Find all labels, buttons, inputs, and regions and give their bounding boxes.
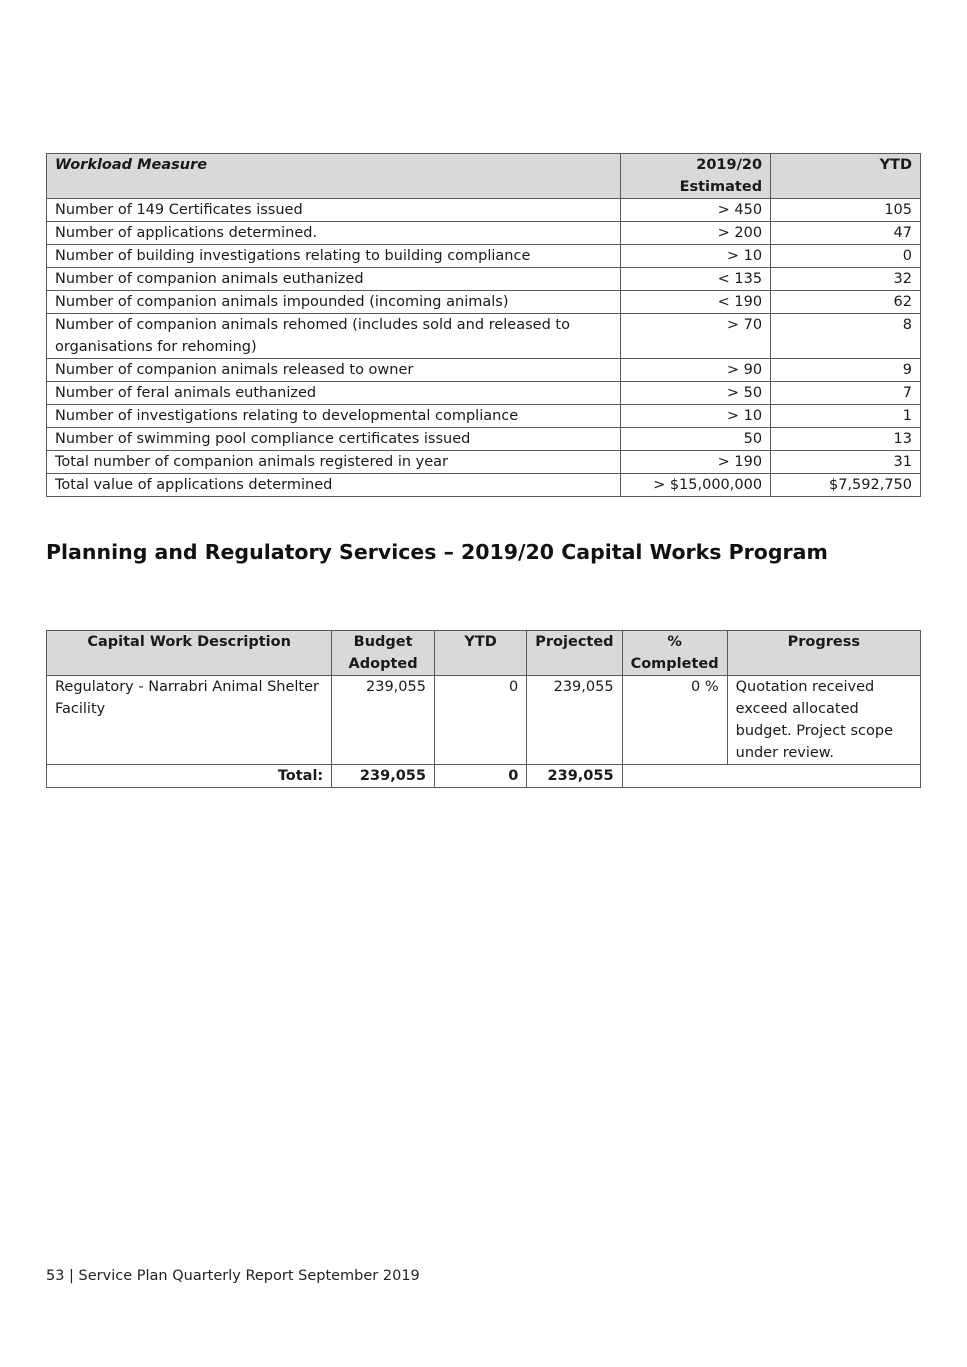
- cell-ytd: 105: [771, 199, 921, 222]
- header-estimated: 2019/20 Estimated: [621, 154, 771, 199]
- cell-measure: Number of investigations relating to developmental compliance: [47, 405, 621, 428]
- table-row: [47, 405, 921, 428]
- total-empty-cell: [622, 765, 920, 788]
- cell-ytd: 13: [771, 428, 921, 451]
- table-row: [47, 291, 921, 314]
- table-row: [47, 451, 921, 474]
- cell-ytd: 31: [771, 451, 921, 474]
- cell-estimated: > 450: [621, 199, 771, 222]
- cell-measure: Number of building investigations relating to building compliance: [47, 245, 621, 268]
- cell-estimated: < 135: [621, 268, 771, 291]
- table-row: [47, 359, 921, 382]
- cell-projected: 239,055: [527, 676, 622, 765]
- table-row: [47, 428, 921, 451]
- cell-estimated: > 10: [621, 245, 771, 268]
- cell-estimated: > 10: [621, 405, 771, 428]
- cell-measure: Number of applications determined.: [47, 222, 621, 245]
- total-label: Total:: [47, 765, 332, 788]
- cell-ytd: 62: [771, 291, 921, 314]
- cell-estimated: > $15,000,000: [621, 474, 771, 497]
- cell-budget: 239,055: [332, 676, 435, 765]
- section-heading: Planning and Regulatory Services – 2019/20 Capital Works Program: [46, 540, 828, 564]
- cell-measure: Number of companion animals euthanized: [47, 268, 621, 291]
- cell-measure: Number of feral animals euthanized: [47, 382, 621, 405]
- header-workload-measure: Workload Measure: [47, 154, 621, 199]
- table-row: [47, 314, 921, 359]
- cell-ytd: 7: [771, 382, 921, 405]
- header-description: Capital Work Description: [47, 631, 332, 676]
- header-budget-adopted: Budget Adopted: [332, 631, 435, 676]
- header-percent-completed: % Completed: [622, 631, 727, 676]
- cell-estimated: > 200: [621, 222, 771, 245]
- cell-ytd: 9: [771, 359, 921, 382]
- cell-measure: Number of companion animals impounded (incoming animals): [47, 291, 621, 314]
- cell-percent-completed: 0 %: [622, 676, 727, 765]
- cell-estimated: > 70: [621, 314, 771, 359]
- table-row: [47, 222, 921, 245]
- cell-estimated: > 190: [621, 451, 771, 474]
- cell-estimated: < 190: [621, 291, 771, 314]
- table-row: [47, 199, 921, 222]
- cell-progress: Quotation received exceed allocated budget. Project scope under review.: [727, 676, 920, 765]
- total-row: [47, 765, 921, 788]
- cell-measure: Number of 149 Certificates issued: [47, 199, 621, 222]
- table-header-row: [47, 631, 921, 676]
- total-projected: 239,055: [527, 765, 622, 788]
- cell-description: Regulatory - Narrabri Animal Shelter Facility: [47, 676, 332, 765]
- cell-measure: Number of companion animals released to owner: [47, 359, 621, 382]
- cell-measure: Total value of applications determined: [47, 474, 621, 497]
- cell-ytd: $7,592,750: [771, 474, 921, 497]
- workload-measure-table: [46, 153, 921, 497]
- capital-works-table: [46, 630, 921, 788]
- cell-ytd: 0: [771, 245, 921, 268]
- table-row: [47, 268, 921, 291]
- table-row: [47, 245, 921, 268]
- page-footer: 53 | Service Plan Quarterly Report September 2019: [46, 1268, 420, 1284]
- table-row: [47, 474, 921, 497]
- table-header-row: [47, 154, 921, 199]
- header-progress: Progress: [727, 631, 920, 676]
- header-projected: Projected: [527, 631, 622, 676]
- cell-ytd: 32: [771, 268, 921, 291]
- cell-estimated: > 90: [621, 359, 771, 382]
- total-ytd: 0: [434, 765, 526, 788]
- cell-estimated: > 50: [621, 382, 771, 405]
- cell-estimated: 50: [621, 428, 771, 451]
- header-ytd: YTD: [771, 154, 921, 199]
- cell-measure: Number of companion animals rehomed (includes sold and released to organisations for rehoming): [47, 314, 621, 359]
- cell-measure: Total number of companion animals registered in year: [47, 451, 621, 474]
- table-row: [47, 382, 921, 405]
- table-row: [47, 676, 921, 765]
- cell-measure: Number of swimming pool compliance certificates issued: [47, 428, 621, 451]
- cell-ytd: 8: [771, 314, 921, 359]
- total-budget: 239,055: [332, 765, 435, 788]
- cell-ytd: 0: [434, 676, 526, 765]
- cell-ytd: 1: [771, 405, 921, 428]
- cell-ytd: 47: [771, 222, 921, 245]
- header-ytd: YTD: [434, 631, 526, 676]
